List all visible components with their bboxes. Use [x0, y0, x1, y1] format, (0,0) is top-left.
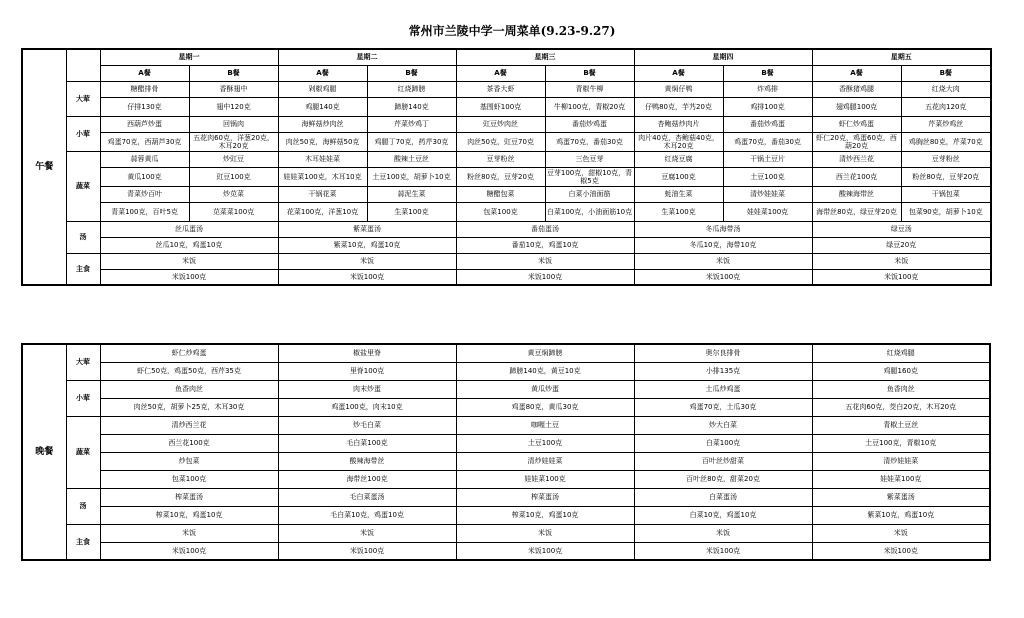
dish-name: 米饭	[812, 253, 991, 269]
dish-ingredients: 土豆100克	[456, 434, 634, 452]
dish-name: 清炒西兰花	[100, 416, 278, 434]
option-b-header: B餐	[723, 65, 812, 81]
dish-name: 红烧鸡腿	[812, 344, 990, 362]
dish-ingredients: 榨菜10克，鸡蛋10克	[100, 506, 278, 524]
dish-name: 豆芽粉丝	[456, 151, 545, 167]
dish-ingredients: 鸡蛋80克，黄瓜30克	[456, 398, 634, 416]
table-row	[22, 167, 991, 186]
dish-name: 芹菜炒鸡丝	[901, 116, 991, 132]
dish-name: 豆芽粉丝	[901, 151, 991, 167]
category-soup: 汤	[66, 221, 100, 253]
dish-name: 酸辣海带丝	[812, 186, 901, 202]
option-b-header: B餐	[901, 65, 991, 81]
dish-ingredients: 豆芽100克，甜椒10克，青椒5克	[546, 168, 633, 185]
dish-name: 红烧蹄膀	[367, 81, 456, 97]
dish-name: 米饭	[634, 524, 812, 542]
table-row	[22, 524, 990, 542]
dish-name: 番茄炒鸡蛋	[545, 116, 634, 132]
dish-name: 黄焖仔鸭	[634, 81, 723, 97]
dish-ingredients: 牛柳100克，青椒20克	[545, 97, 634, 116]
day-header: 星期二	[278, 49, 456, 65]
dish-ingredients: 娃娃菜100克，木耳10克	[278, 167, 367, 186]
option-a-header: A餐	[812, 65, 901, 81]
dish-ingredients: 米饭100克	[456, 269, 634, 285]
dish-name: 木耳娃娃菜	[278, 151, 367, 167]
day-header: 星期四	[634, 49, 812, 65]
option-a-header: A餐	[634, 65, 723, 81]
header-empty	[66, 49, 100, 81]
table-row	[22, 452, 990, 470]
table-row	[22, 202, 991, 221]
table-row	[22, 186, 991, 202]
dish-name: 肉末炒蛋	[278, 380, 456, 398]
dish-name: 蚝油生菜	[634, 186, 723, 202]
dish-ingredients: 仔鸭80克，芋艿20克	[634, 97, 723, 116]
table-row	[22, 253, 991, 269]
dish-ingredients: 白菜10克，鸡蛋10克	[634, 506, 812, 524]
dish-ingredients: 娃娃菜100克	[723, 202, 812, 221]
table-row	[22, 81, 991, 97]
dish-ingredients: 绿豆20克	[812, 237, 991, 253]
dish-name: 绿豆汤	[812, 221, 991, 237]
dish-ingredients: 生菜100克	[367, 202, 456, 221]
dish-name: 鱼香肉丝	[812, 380, 990, 398]
dish-ingredients: 粉丝80克，豆芽20克	[456, 167, 545, 186]
dish-ingredients: 蹄膀140克，黄豆10克	[456, 362, 634, 380]
dish-ingredients: 蹄膀140克	[367, 97, 456, 116]
dish-name: 奥尔良排骨	[634, 344, 812, 362]
day-header: 星期三	[456, 49, 634, 65]
dish-name: 白菜小油面筋	[545, 186, 634, 202]
table-row	[22, 221, 991, 237]
dish-ingredients: 肉丝50克，胡萝卜25克，木耳30克	[100, 398, 278, 416]
dish-name: 米饭	[634, 253, 812, 269]
dish-ingredients: 米饭100克	[634, 542, 812, 560]
dish-ingredients: 粉丝80克，豆芽20克	[901, 167, 991, 186]
dish-ingredients: 土豆100克，青椒10克	[812, 434, 990, 452]
dish-name: 白菜蛋汤	[634, 488, 812, 506]
dish-name: 西葫芦炒蛋	[100, 116, 189, 132]
lunch-menu-table	[21, 48, 992, 286]
dish-ingredients: 米饭100克	[812, 542, 990, 560]
dish-ingredients: 青菜100克，百叶5克	[100, 202, 189, 221]
dish-ingredients: 娃娃菜100克	[456, 470, 634, 488]
dish-ingredients: 番茄10克，鸡蛋10克	[456, 237, 634, 253]
table-row	[22, 237, 991, 253]
dish-ingredients: 里脊100克	[278, 362, 456, 380]
dish-name: 黄豆焖蹄膀	[456, 344, 634, 362]
dish-name: 米饭	[278, 524, 456, 542]
dish-name: 炒包菜	[100, 452, 278, 470]
dish-name: 百叶丝炒甜菜	[634, 452, 812, 470]
category-minor-meat: 小荤	[66, 380, 100, 416]
dish-name: 糖醋排骨	[100, 81, 189, 97]
dish-name: 米饭	[456, 524, 634, 542]
table-row	[22, 151, 991, 167]
table-row	[22, 344, 990, 362]
option-b-header: B餐	[189, 65, 278, 81]
dish-ingredients: 丝瓜10克，鸡蛋10克	[100, 237, 278, 253]
dish-ingredients: 豆腐100克	[634, 167, 723, 186]
dish-name: 海鲜菇炒肉丝	[278, 116, 367, 132]
dish-ingredients: 西兰花100克	[812, 167, 901, 186]
dish-name: 番茄炒鸡蛋	[723, 116, 812, 132]
dish-ingredients: 鸡腿140克	[278, 97, 367, 116]
dish-name: 米饭	[812, 524, 990, 542]
dish-ingredients: 豇豆100克	[189, 167, 278, 186]
dish-ingredients: 花菜100克，洋葱10克	[278, 202, 367, 221]
option-b-header: B餐	[545, 65, 634, 81]
dish-name: 清炒娃娃菜	[456, 452, 634, 470]
page-title: 常州市兰陵中学一周菜单(9.23-9.27)	[408, 24, 616, 38]
dish-ingredients: 鸡蛋70克，土瓜30克	[634, 398, 812, 416]
dish-name: 红烧大肉	[901, 81, 991, 97]
dish-ingredients: 海带丝80克，绿豆芽20克	[812, 202, 901, 221]
dish-ingredients: 肉丝50克，豇豆70克	[456, 132, 545, 151]
dish-name: 青菜炒百叶	[100, 186, 189, 202]
dish-ingredients: 小排135克	[634, 362, 812, 380]
dish-name: 干锅包菜	[901, 186, 991, 202]
dish-name: 糖醋包菜	[456, 186, 545, 202]
category-vegetable: 蔬菜	[66, 151, 100, 221]
dish-ingredients: 米饭100克	[634, 269, 812, 285]
dish-ingredients: 鸡腿丁70克，药芹30克	[367, 132, 456, 151]
dish-name: 椒盐里脊	[278, 344, 456, 362]
category-staple: 主食	[66, 253, 100, 285]
dish-name: 米饭	[100, 253, 278, 269]
dish-name: 米饭	[278, 253, 456, 269]
dish-ingredients: 土豆100克，胡萝卜10克	[367, 167, 456, 186]
day-header: 星期五	[812, 49, 991, 65]
dish-name: 米饭	[456, 253, 634, 269]
dish-ingredients: 土豆100克	[723, 167, 812, 186]
table-row	[22, 488, 990, 506]
dish-name: 酸辣海带丝	[278, 452, 456, 470]
dish-name: 榨菜蛋汤	[100, 488, 278, 506]
dish-name: 干锅花菜	[278, 186, 367, 202]
dish-name: 红烧豆腐	[634, 151, 723, 167]
dish-ingredients: 西兰花100克	[100, 434, 278, 452]
dish-ingredients: 包菜100克	[456, 202, 545, 221]
dish-name: 炒毛白菜	[278, 416, 456, 434]
dish-ingredients: 虾仁20克，鸡蛋60克，西葫20克	[812, 132, 901, 151]
dish-ingredients: 米饭100克	[812, 269, 991, 285]
table-row	[22, 362, 990, 380]
dish-ingredients: 米饭100克	[278, 269, 456, 285]
dish-name: 青椒牛柳	[545, 81, 634, 97]
table-row	[22, 470, 990, 488]
option-a-header: A餐	[456, 65, 545, 81]
dish-name: 紫菜蛋汤	[278, 221, 456, 237]
table-row	[22, 116, 991, 132]
dish-ingredients: 翅中120克	[189, 97, 278, 116]
table-row	[22, 49, 991, 65]
category-minor-meat: 小荤	[66, 116, 100, 151]
dish-ingredients: 生菜100克	[634, 202, 723, 221]
dish-ingredients: 五花肉60克，茭白20克，木耳20克	[812, 398, 990, 416]
dish-ingredients: 毛白菜10克，鸡蛋10克	[278, 506, 456, 524]
dish-name: 三色豆芽	[545, 151, 634, 167]
table-row	[22, 132, 991, 151]
dish-name: 剁椒鸡腿	[278, 81, 367, 97]
dish-ingredients: 五花肉120克	[901, 97, 991, 116]
dish-name: 香酥翅中	[189, 81, 278, 97]
dish-name: 番茄蛋汤	[456, 221, 634, 237]
dish-ingredients: 仔排130克	[100, 97, 189, 116]
dish-ingredients: 鸡蛋100克，肉末10克	[278, 398, 456, 416]
dish-ingredients: 白菜100克，小油面筋10克	[545, 202, 634, 221]
table-row	[22, 65, 991, 81]
table-row	[22, 398, 990, 416]
dish-name: 茶香大虾	[456, 81, 545, 97]
dish-ingredients: 米饭100克	[456, 542, 634, 560]
dish-name: 干锅土豆片	[723, 151, 812, 167]
dish-ingredients: 白菜100克	[634, 434, 812, 452]
dish-name: 榨菜蛋汤	[456, 488, 634, 506]
dish-ingredients: 米饭100克	[278, 542, 456, 560]
dish-ingredients: 五花肉60克，洋葱20克，木耳20克	[189, 132, 278, 151]
dish-ingredients: 百叶丝80克，甜菜20克	[634, 470, 812, 488]
category-soup: 汤	[66, 488, 100, 524]
dish-ingredients: 肉丝50克，海鲜菇50克	[278, 132, 367, 151]
dish-name: 紫菜蛋汤	[812, 488, 990, 506]
dish-name: 回锅肉	[189, 116, 278, 132]
dish-name: 虾仁炒鸡蛋	[100, 344, 278, 362]
dish-name: 炸鸡排	[723, 81, 812, 97]
dish-ingredients: 翅鸡腿100克	[812, 97, 901, 116]
category-main-meat: 大荤	[66, 81, 100, 116]
table-row	[22, 269, 991, 285]
dish-ingredients: 基围虾100克	[456, 97, 545, 116]
dish-name: 豇豆炒肉丝	[456, 116, 545, 132]
dish-ingredients: 黄瓜100克	[100, 167, 189, 186]
dish-ingredients: 紫菜10克，鸡蛋10克	[278, 237, 456, 253]
dish-ingredients: 榨菜10克，鸡蛋10克	[456, 506, 634, 524]
meal-label-lunch: 午餐	[22, 49, 66, 285]
table-row	[22, 380, 990, 398]
dish-ingredients: 鸡腿160克	[812, 362, 990, 380]
dish-name: 清炒娃娃菜	[812, 452, 990, 470]
option-b-header: B餐	[367, 65, 456, 81]
category-main-meat: 大荤	[66, 344, 100, 380]
table-row	[22, 506, 990, 524]
dish-ingredients: 海带丝100克	[278, 470, 456, 488]
table-row	[22, 416, 990, 434]
dish-name: 芹菜炒鸡丁	[367, 116, 456, 132]
dish-name: 炒苋菜	[189, 186, 278, 202]
dish-ingredients: 紫菜10克，鸡蛋10克	[812, 506, 990, 524]
dish-name: 杏鲍菇炒肉片	[634, 116, 723, 132]
dish-name: 炒豇豆	[189, 151, 278, 167]
dish-ingredients: 鸡蛋70克，番茄30克	[545, 132, 634, 151]
dish-ingredients: 包菜90克，胡萝卜10克	[901, 202, 991, 221]
dish-ingredients: 鸡蛋70克，西葫芦30克	[100, 132, 189, 151]
dish-name: 黄瓜炒蛋	[456, 380, 634, 398]
dish-ingredients: 苋菜菜100克	[189, 202, 278, 221]
dish-name: 酸辣土豆丝	[367, 151, 456, 167]
dish-name: 炒大白菜	[634, 416, 812, 434]
table-row	[22, 97, 991, 116]
dish-name: 虾仁炒鸡蛋	[812, 116, 901, 132]
table-row	[22, 542, 990, 560]
option-a-header: A餐	[278, 65, 367, 81]
dish-name: 鱼香肉丝	[100, 380, 278, 398]
dish-name: 蒜蓉黄瓜	[100, 151, 189, 167]
meal-label-dinner: 晚餐	[22, 344, 66, 560]
dish-name: 咖喱土豆	[456, 416, 634, 434]
dish-name: 清炒娃娃菜	[723, 186, 812, 202]
option-a-header: A餐	[100, 65, 189, 81]
dish-ingredients: 鸡蛋70克，番茄30克	[723, 132, 812, 151]
dish-name: 冬瓜海带汤	[634, 221, 812, 237]
dish-ingredients: 娃娃菜100克	[812, 470, 990, 488]
dish-ingredients: 肉片40克，杏鲍菇40克，木耳20克	[634, 132, 723, 151]
dish-ingredients: 包菜100克	[100, 470, 278, 488]
category-vegetable: 蔬菜	[66, 416, 100, 488]
dish-name: 米饭	[100, 524, 278, 542]
dish-ingredients: 米饭100克	[100, 269, 278, 285]
dish-name: 毛白菜蛋汤	[278, 488, 456, 506]
dinner-menu-table	[21, 343, 991, 561]
dish-ingredients: 鸡胸丝80克，芹菜70克	[901, 132, 991, 151]
dish-name: 土瓜炒鸡蛋	[634, 380, 812, 398]
dish-name: 清炒西兰花	[812, 151, 901, 167]
dish-ingredients: 虾仁50克，鸡蛋50克，西芹35克	[100, 362, 278, 380]
dish-ingredients: 冬瓜10克，海带10克	[634, 237, 812, 253]
dish-name: 丝瓜蛋汤	[100, 221, 278, 237]
dish-name: 香酥猪鸡腿	[812, 81, 901, 97]
dish-ingredients: 毛白菜100克	[278, 434, 456, 452]
dish-name: 蒜泥生菜	[367, 186, 456, 202]
table-row	[22, 434, 990, 452]
dish-name: 青椒土豆丝	[812, 416, 990, 434]
dish-ingredients: 米饭100克	[100, 542, 278, 560]
category-staple: 主食	[66, 524, 100, 560]
dish-ingredients: 鸡排100克	[723, 97, 812, 116]
day-header: 星期一	[100, 49, 278, 65]
